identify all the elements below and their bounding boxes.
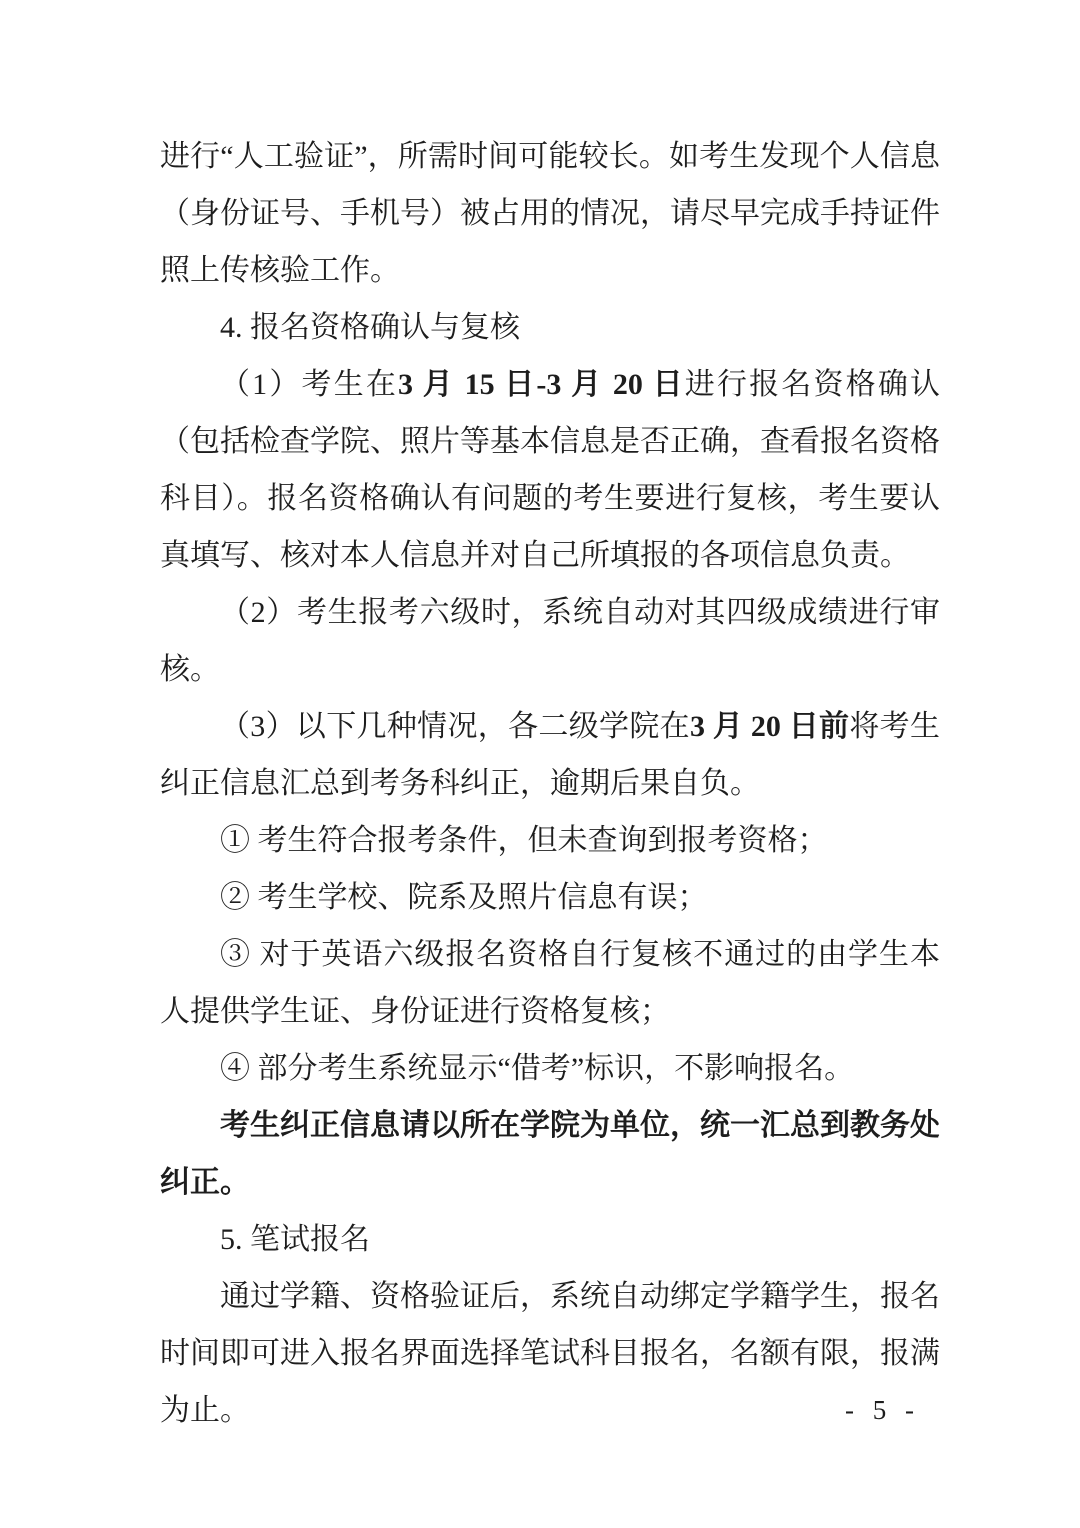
paragraph — [160, 128, 940, 299]
text-run-bold: 3 月 20 日前 — [690, 710, 850, 743]
paragraph — [160, 698, 940, 812]
paragraph — [160, 926, 940, 1040]
text-run-bold: 考生纠正信息请以所在学院为单位，统一汇总到教务处纠正。 — [160, 1109, 940, 1199]
text-run: 5. 笔试报名 — [220, 1223, 370, 1256]
paragraph — [160, 1040, 940, 1097]
text-run: ③ 对于英语六级报名资格自行复核不通过的由学生本人提供学生证、身份证进行资格复核； — [160, 938, 940, 1028]
document-body — [160, 128, 940, 1439]
paragraph — [160, 299, 940, 356]
paragraph — [160, 1268, 940, 1439]
paragraph — [160, 356, 940, 584]
paragraph — [160, 812, 940, 869]
text-run: 4. 报名资格确认与复核 — [220, 311, 520, 344]
page-number: - 5 - — [845, 1395, 920, 1425]
text-run: ① 考生符合报考条件，但未查询到报考资格； — [220, 824, 828, 857]
text-run: （1）考生在 — [220, 368, 399, 401]
text-run: （2）考生报考六级时，系统自动对其四级成绩进行审核。 — [160, 596, 940, 686]
text-run-bold: 3 月 15 日-3 月 20 日 — [398, 368, 685, 401]
text-run: 进行报名资格确认（包括检查学院、照片等基本信息是否正确，查看报名资格科目）。报名资格确认有问题的考生要进行复核，考生要认真填写、核对本人信息并对自己所填报的各项信息负责。 — [160, 368, 940, 572]
text-run: ② 考生学校、院系及照片信息有误； — [220, 881, 708, 914]
paragraph — [160, 1211, 940, 1268]
text-run: 通过学籍、资格验证后，系统自动绑定学籍学生，报名时间即可进入报名界面选择笔试科目报名，名额有限，报满为止。 — [160, 1280, 940, 1427]
paragraph — [160, 584, 940, 698]
text-run: 将考生纠正信息汇总到考务科纠正，逾期后果自负。 — [160, 710, 940, 800]
text-run: ④ 部分考生系统显示“借考”标识，不影响报名。 — [220, 1052, 855, 1085]
paragraph — [160, 869, 940, 926]
paragraph — [160, 1097, 940, 1211]
text-run: 进行“人工验证”，所需时间可能较长。如考生发现个人信息（身份证号、手机号）被占用的情况，请尽早完成手持证件照上传核验工作。 — [160, 140, 940, 287]
text-run: （3）以下几种情况，各二级学院在 — [220, 710, 690, 743]
